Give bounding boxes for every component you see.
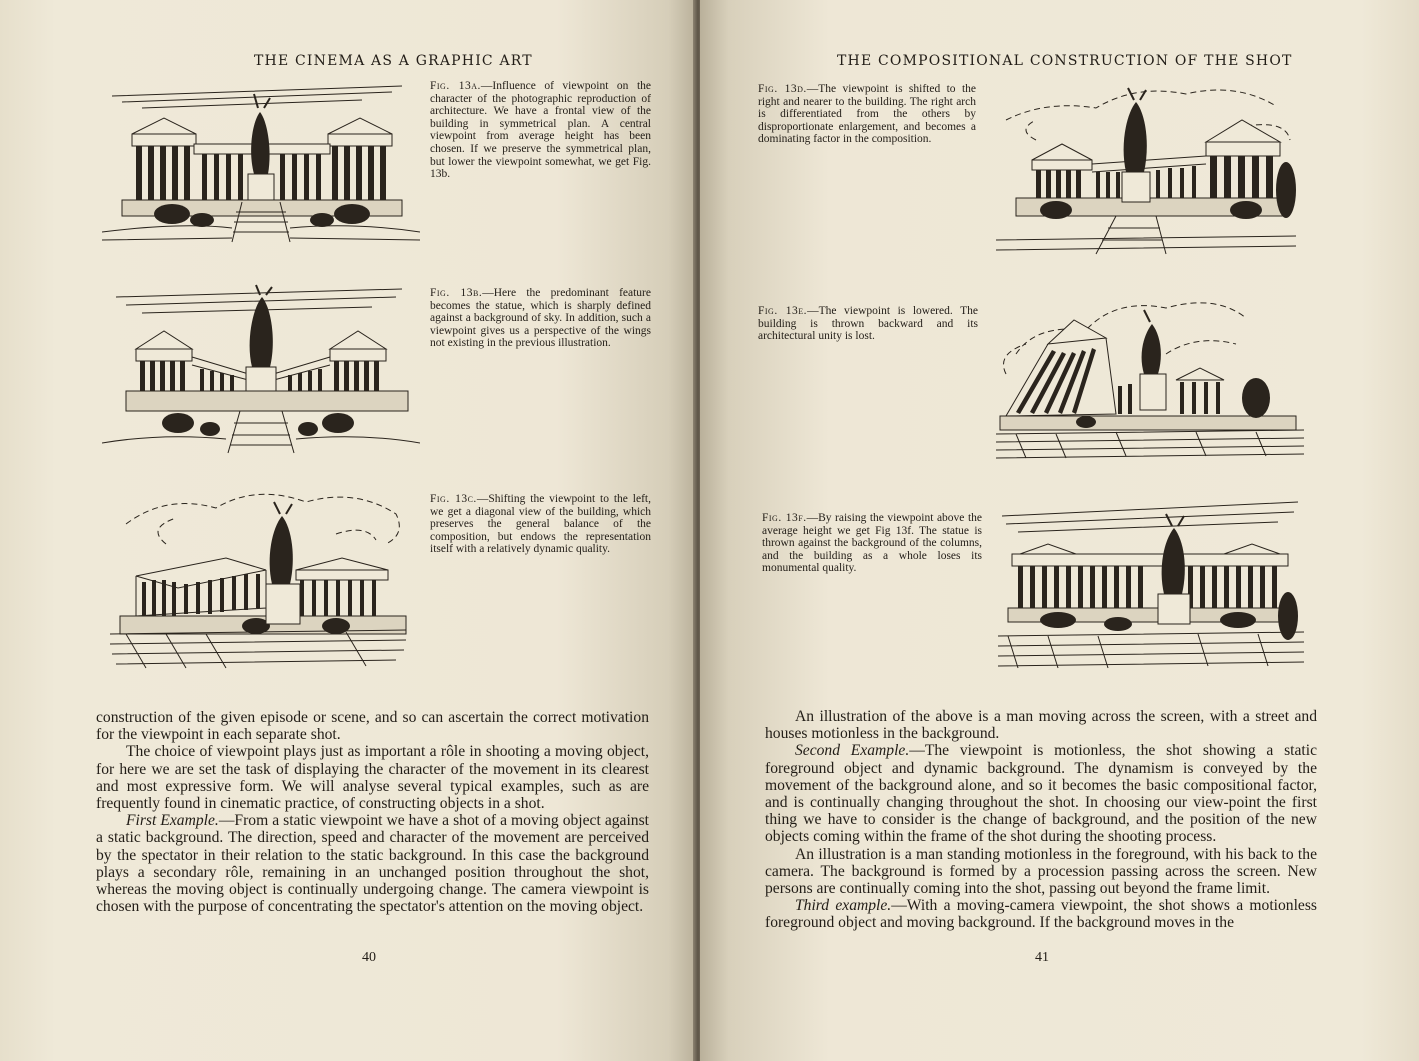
- right-page: [700, 0, 1419, 1061]
- figure-label: Fig. 13e.: [758, 305, 808, 317]
- figure-caption-text: —Here the predominant feature becomes the statue, which is sharply defined against a background of sky. In addition, such a viewpoint gives us a perspective of the wings not existing in the previous illustration.: [430, 287, 651, 350]
- paragraph-text: —With a moving-camera viewpoint, the shot shows a motionless foreground object and moving background. If the background moves in the: [765, 897, 1317, 932]
- right-body-text: [765, 708, 1317, 932]
- figure-13c-caption: [430, 493, 651, 556]
- paragraph-text: —From a static viewpoint we have a shot of a moving object against a static background. The direction, speed and character of the movement are perceived by the spectator in their relation to the static background. In this case the background plays a secondary rôle, remaining in an unchanged position throughout the shot, whereas the moving object is continually undergoing change. The camera viewpoint is chosen with the purpose of concentrating the spectator's attention on the moving object.: [96, 812, 649, 916]
- figure-13f-caption: [762, 512, 982, 575]
- example-heading: First Example.: [126, 812, 219, 830]
- left-body-text: [96, 709, 649, 915]
- example-heading: Third example.: [795, 897, 892, 915]
- figure-label: Fig. 13b.: [430, 287, 483, 299]
- figure-13f-illustration: [998, 496, 1304, 670]
- figure-13e-illustration: [996, 294, 1304, 460]
- figure-13e-caption: [758, 305, 978, 343]
- page-number: 41: [1035, 950, 1049, 965]
- running-head: THE COMPOSITIONAL CONSTRUCTION OF THE SHOT: [837, 53, 1293, 69]
- figure-caption-text: —Shifting the viewpoint to the left, we get a diagonal view of the building, which preserves the general balance of the composition, but endows the representation itself with a relatively dynamic quality.: [430, 493, 651, 556]
- figure-caption-text: —The viewpoint is shifted to the right and nearer to the building. The right arch is differentiated from the others by disproportionate enlargement, and becomes a dominating factor in the composition.: [758, 83, 976, 146]
- figure-13b-caption: [430, 287, 651, 350]
- example-heading: Second Example.: [795, 742, 910, 760]
- figure-label: Fig. 13f.: [762, 512, 807, 524]
- body-paragraph: [96, 812, 649, 915]
- paragraph-text: —The viewpoint is motionless, the shot showing a static foreground object and dynamic background. The dynamism is conveyed by the movement of the background alone, and so it becomes the basic compositional factor, and is continually changing throughout the shot. In choosing our view-point the first thing we have to consider is the change of background, and the position of the new objects coming within the frame of the shot during the shooting process.: [765, 742, 1317, 846]
- figure-13a-caption: [430, 80, 651, 181]
- body-paragraph: An illustration is a man standing motionless in the foreground, with his back to the camera. The background is formed by a procession passing across the screen. New persons are continually coming into the shot, passing out beyond the frame limit.: [765, 845, 1317, 898]
- figure-label: Fig. 13d.: [758, 83, 807, 95]
- figure-label: Fig. 13a.: [430, 80, 481, 92]
- figure-13c-illustration: [106, 484, 412, 670]
- figure-caption-text: —By raising the viewpoint above the average height we get Fig 13f. The statue is thrown against the background of the columns, and the building as a whole loses its monumental quality.: [762, 512, 982, 575]
- figure-13b-illustration: [102, 283, 420, 455]
- figure-caption-text: —Influence of viewpoint on the character of the photographic reproduction of architecture. We have a frontal view of the building in symmetrical plan. A central viewpoint from average height has been chosen. If we preserve the symmetrical plan, but lower the viewpoint somewhat, we get Fig. 13b.: [430, 80, 651, 181]
- body-paragraph: The choice of viewpoint plays just as important a rôle in shooting a moving object, for here we are set the task of displaying the character of the movement in its clearest and most expressive form. We will analyse several typical examples, such as are frequently found in cinematic practice, of constructing objects in a shot.: [96, 743, 649, 813]
- page-number: 40: [362, 950, 376, 965]
- body-paragraph: An illustration of the above is a man moving across the screen, with a street and houses motionless in the background.: [765, 708, 1317, 743]
- figure-13a-illustration: [102, 82, 420, 248]
- body-paragraph: construction of the given episode or scene, and so can ascertain the correct motivation for the viewpoint in each separate shot.: [96, 709, 649, 744]
- body-paragraph: [765, 897, 1317, 931]
- figure-13d-illustration: [996, 80, 1296, 256]
- figure-13d-caption: [758, 83, 976, 146]
- figure-caption-text: —The viewpoint is lowered. The building is thrown backward and its architectural unity is lost.: [758, 305, 978, 343]
- left-page: [0, 0, 696, 1061]
- running-head: THE CINEMA AS A GRAPHIC ART: [254, 53, 533, 69]
- figure-label: Fig. 13c.: [430, 493, 477, 505]
- body-paragraph: [765, 742, 1317, 845]
